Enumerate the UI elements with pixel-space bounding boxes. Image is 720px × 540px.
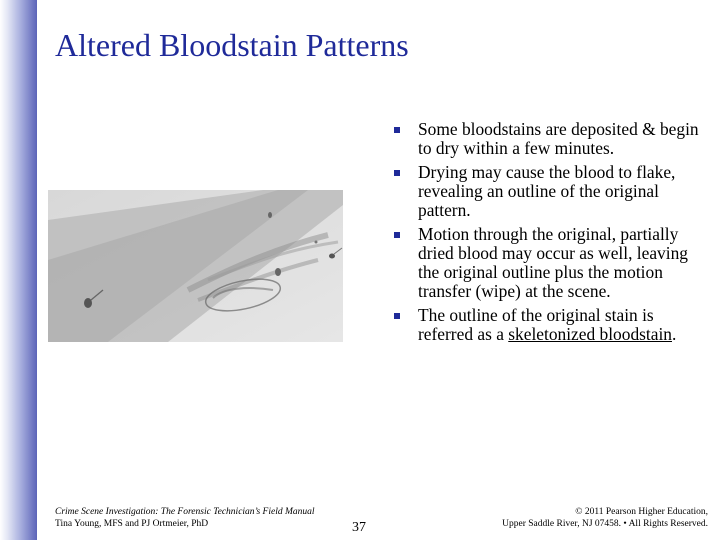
- page-number: 37: [352, 520, 366, 535]
- book-title: Crime Scene Investigation: The Forensic Technician’s Field Manual: [55, 507, 315, 517]
- bullet-item: [390, 306, 710, 344]
- bullet-item: [390, 225, 710, 301]
- decorative-side-band: [0, 0, 37, 540]
- bloodstain-photo: [48, 190, 343, 342]
- bullet-text: Motion through the original, partially dried blood may occur as well, leaving the original outline plus the motion transfer (wipe) at the scene.: [418, 224, 688, 301]
- bullet-item: [390, 163, 710, 220]
- footer-citation: [55, 506, 315, 530]
- bullet-item: [390, 120, 710, 158]
- bullet-text: Drying may cause the blood to flake, revealing an outline of the original pattern.: [418, 162, 676, 220]
- square-bullet-icon: [394, 127, 400, 133]
- copyright-line-1: © 2011 Pearson Higher Education,: [575, 507, 708, 517]
- bullet-list: [390, 120, 710, 349]
- square-bullet-icon: [394, 170, 400, 176]
- square-bullet-icon: [394, 232, 400, 238]
- bullet-text-end: .: [672, 324, 677, 344]
- skeletonized-bloodstain-term: skeletonized bloodstain: [508, 324, 672, 344]
- copyright-line-2: Upper Saddle River, NJ 07458. • All Rights Reserved.: [502, 519, 708, 529]
- square-bullet-icon: [394, 313, 400, 319]
- book-authors: Tina Young, MFS and PJ Ortmeier, PhD: [55, 519, 209, 529]
- footer-copyright: [502, 506, 708, 530]
- bullet-text: The outline of the original stain is referred as a: [418, 305, 654, 344]
- bullet-text: Some bloodstains are deposited & begin to dry within a few minutes.: [418, 119, 699, 158]
- slide-title: Altered Bloodstain Patterns: [55, 27, 409, 63]
